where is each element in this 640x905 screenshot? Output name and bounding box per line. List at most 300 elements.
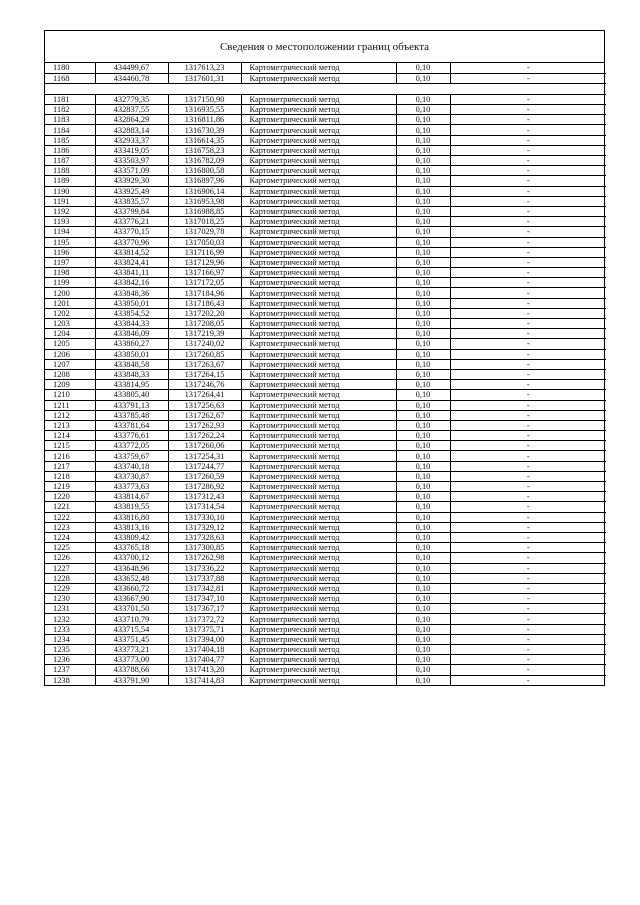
description-cell: -: [450, 471, 606, 481]
x-coordinate-cell: 433772,05: [95, 441, 168, 451]
description-cell: -: [450, 634, 606, 644]
table-row: [45, 176, 606, 186]
point-number-cell: 1220: [45, 492, 95, 502]
y-coordinate-cell: 1316811,86: [168, 115, 241, 125]
method-cell: Картометрический метод: [241, 543, 396, 553]
point-number-cell: 1225: [45, 543, 95, 553]
description-cell: -: [450, 217, 606, 227]
description-cell: -: [450, 614, 606, 624]
table-row: [45, 594, 606, 604]
y-coordinate-cell: 1317263,67: [168, 359, 241, 369]
method-cell: Картометрический метод: [241, 308, 396, 318]
method-cell: Картометрический метод: [241, 583, 396, 593]
precision-cell: 0,10: [396, 349, 450, 359]
precision-cell: 0,10: [396, 176, 450, 186]
x-coordinate-cell: 432837,55: [95, 105, 168, 115]
x-coordinate-cell: 434460,78: [95, 73, 168, 83]
table-row: [45, 410, 606, 420]
x-coordinate-cell: 433776,21: [95, 217, 168, 227]
table-row: [45, 217, 606, 227]
point-number-cell: 1229: [45, 583, 95, 593]
description-cell: -: [450, 482, 606, 492]
precision-cell: 0,10: [396, 431, 450, 441]
point-number-cell: 1209: [45, 380, 95, 390]
description-cell: -: [450, 63, 606, 73]
method-cell: Картометрический метод: [241, 298, 396, 308]
x-coordinate-cell: 433652,48: [95, 573, 168, 583]
x-coordinate-cell: 433813,16: [95, 522, 168, 532]
x-coordinate-cell: 433740,18: [95, 461, 168, 471]
description-cell: -: [450, 461, 606, 471]
method-cell: Картометрический метод: [241, 73, 396, 83]
description-cell: -: [450, 268, 606, 278]
method-cell: Картометрический метод: [241, 319, 396, 329]
y-coordinate-cell: 1317375,71: [168, 624, 241, 634]
y-coordinate-cell: 1317018,25: [168, 217, 241, 227]
table-row: [45, 390, 606, 400]
description-cell: -: [450, 135, 606, 145]
method-cell: Картометрический метод: [241, 431, 396, 441]
description-cell: -: [450, 441, 606, 451]
precision-cell: 0,10: [396, 614, 450, 624]
y-coordinate-cell: 1317336,22: [168, 563, 241, 573]
table-row: [45, 471, 606, 481]
y-coordinate-cell: 1317300,85: [168, 543, 241, 553]
method-cell: Картометрический метод: [241, 634, 396, 644]
method-cell: Картометрический метод: [241, 288, 396, 298]
method-cell: Картометрический метод: [241, 247, 396, 257]
point-number-cell: 1217: [45, 461, 95, 471]
table-row: [45, 665, 606, 675]
x-coordinate-cell: 433710,79: [95, 614, 168, 624]
table-row: [45, 369, 606, 379]
point-number-cell: 1218: [45, 471, 95, 481]
point-number-cell: 1207: [45, 359, 95, 369]
table-row: [45, 196, 606, 206]
table-row: [45, 339, 606, 349]
method-cell: Картометрический метод: [241, 665, 396, 675]
precision-cell: 0,10: [396, 135, 450, 145]
table-row: [45, 675, 606, 685]
table-row: [45, 482, 606, 492]
table-row: [45, 268, 606, 278]
y-coordinate-cell: 1317029,78: [168, 227, 241, 237]
method-cell: Картометрический метод: [241, 105, 396, 115]
table-row: [45, 115, 606, 125]
x-coordinate-cell: 433571,09: [95, 166, 168, 176]
precision-cell: 0,10: [396, 196, 450, 206]
y-coordinate-cell: 1317314,54: [168, 502, 241, 512]
description-cell: -: [450, 115, 606, 125]
y-coordinate-cell: 1316988,85: [168, 206, 241, 216]
y-coordinate-cell: 1316953,98: [168, 196, 241, 206]
x-coordinate-cell: 433850,01: [95, 349, 168, 359]
precision-cell: 0,10: [396, 217, 450, 227]
description-cell: -: [450, 655, 606, 665]
description-cell: -: [450, 492, 606, 502]
y-coordinate-cell: 1317129,96: [168, 257, 241, 267]
precision-cell: 0,10: [396, 400, 450, 410]
method-cell: Картометрический метод: [241, 176, 396, 186]
point-number-cell: 1193: [45, 217, 95, 227]
x-coordinate-cell: 433667,90: [95, 594, 168, 604]
method-cell: Картометрический метод: [241, 329, 396, 339]
table-row: [45, 125, 606, 135]
x-coordinate-cell: 433770,15: [95, 227, 168, 237]
point-number-cell: 1206: [45, 349, 95, 359]
point-number-cell: 1204: [45, 329, 95, 339]
method-cell: Картометрический метод: [241, 380, 396, 390]
description-cell: -: [450, 227, 606, 237]
description-cell: -: [450, 349, 606, 359]
table-row: [45, 502, 606, 512]
method-cell: Картометрический метод: [241, 186, 396, 196]
precision-cell: 0,10: [396, 532, 450, 542]
precision-cell: 0,10: [396, 278, 450, 288]
description-cell: -: [450, 573, 606, 583]
method-cell: Картометрический метод: [241, 502, 396, 512]
point-number-cell: 1181: [45, 94, 95, 104]
precision-cell: 0,10: [396, 604, 450, 614]
method-cell: Картометрический метод: [241, 604, 396, 614]
precision-cell: 0,10: [396, 329, 450, 339]
precision-cell: 0,10: [396, 573, 450, 583]
table-row: [45, 624, 606, 634]
y-coordinate-cell: 1317330,10: [168, 512, 241, 522]
table-row: [45, 583, 606, 593]
method-cell: Картометрический метод: [241, 675, 396, 685]
description-cell: -: [450, 512, 606, 522]
point-number-cell: 1226: [45, 553, 95, 563]
table-row: [45, 461, 606, 471]
x-coordinate-cell: 434499,67: [95, 63, 168, 73]
method-cell: Картометрический метод: [241, 156, 396, 166]
x-coordinate-cell: 433773,00: [95, 655, 168, 665]
point-number-cell: 1196: [45, 247, 95, 257]
description-cell: -: [450, 257, 606, 267]
x-coordinate-cell: 433844,33: [95, 319, 168, 329]
description-cell: -: [450, 583, 606, 593]
x-coordinate-cell: 433816,80: [95, 512, 168, 522]
point-number-cell: 1200: [45, 288, 95, 298]
y-coordinate-cell: 1316935,55: [168, 105, 241, 115]
y-coordinate-cell: 1316782,09: [168, 156, 241, 166]
method-cell: Картометрический метод: [241, 196, 396, 206]
description-cell: -: [450, 298, 606, 308]
description-cell: -: [450, 594, 606, 604]
x-coordinate-cell: 433773,63: [95, 482, 168, 492]
separator-cell: [45, 83, 606, 94]
x-coordinate-cell: 433785,48: [95, 410, 168, 420]
point-number-cell: 1186: [45, 145, 95, 155]
y-coordinate-cell: 1317264,41: [168, 390, 241, 400]
table-row: [45, 186, 606, 196]
point-number-cell: 1214: [45, 431, 95, 441]
x-coordinate-cell: 433791,13: [95, 400, 168, 410]
table-row: [45, 512, 606, 522]
x-coordinate-cell: 433700,12: [95, 553, 168, 563]
x-coordinate-cell: 433776,61: [95, 431, 168, 441]
precision-cell: 0,10: [396, 115, 450, 125]
table-row: [45, 73, 606, 83]
method-cell: Картометрический метод: [241, 645, 396, 655]
x-coordinate-cell: 433805,40: [95, 390, 168, 400]
description-cell: -: [450, 420, 606, 430]
table-row: [45, 94, 606, 104]
method-cell: Картометрический метод: [241, 166, 396, 176]
table-row: [45, 227, 606, 237]
y-coordinate-cell: 1317219,39: [168, 329, 241, 339]
description-cell: -: [450, 176, 606, 186]
x-coordinate-cell: 433648,96: [95, 563, 168, 573]
description-cell: -: [450, 105, 606, 115]
precision-cell: 0,10: [396, 156, 450, 166]
point-number-cell: 1231: [45, 604, 95, 614]
method-cell: Картометрический метод: [241, 369, 396, 379]
method-cell: Картометрический метод: [241, 227, 396, 237]
table-row: [45, 63, 606, 73]
x-coordinate-cell: 433419,05: [95, 145, 168, 155]
table-row: [45, 166, 606, 176]
point-number-cell: 1191: [45, 196, 95, 206]
description-cell: -: [450, 410, 606, 420]
precision-cell: 0,10: [396, 655, 450, 665]
y-coordinate-cell: 1317184,96: [168, 288, 241, 298]
coordinates-table: [45, 63, 606, 685]
precision-cell: 0,10: [396, 298, 450, 308]
precision-cell: 0,10: [396, 380, 450, 390]
y-coordinate-cell: 1317328,63: [168, 532, 241, 542]
y-coordinate-cell: 1316906,14: [168, 186, 241, 196]
precision-cell: 0,10: [396, 441, 450, 451]
x-coordinate-cell: 433781,64: [95, 420, 168, 430]
description-cell: -: [450, 451, 606, 461]
description-cell: -: [450, 400, 606, 410]
precision-cell: 0,10: [396, 594, 450, 604]
precision-cell: 0,10: [396, 563, 450, 573]
x-coordinate-cell: 433503,97: [95, 156, 168, 166]
point-number-cell: 1234: [45, 634, 95, 644]
table-row: [45, 257, 606, 267]
y-coordinate-cell: 1317414,83: [168, 675, 241, 685]
y-coordinate-cell: 1317264,15: [168, 369, 241, 379]
y-coordinate-cell: 1317367,17: [168, 604, 241, 614]
y-coordinate-cell: 1316800,58: [168, 166, 241, 176]
table-row: [45, 288, 606, 298]
table-row: [45, 349, 606, 359]
description-cell: -: [450, 288, 606, 298]
method-cell: Картометрический метод: [241, 532, 396, 542]
table-row: [45, 563, 606, 573]
description-cell: -: [450, 186, 606, 196]
precision-cell: 0,10: [396, 268, 450, 278]
y-coordinate-cell: 1316614,35: [168, 135, 241, 145]
precision-cell: 0,10: [396, 247, 450, 257]
point-number-cell: 1192: [45, 206, 95, 216]
point-number-cell: 1224: [45, 532, 95, 542]
x-coordinate-cell: 433730,87: [95, 471, 168, 481]
precision-cell: 0,10: [396, 186, 450, 196]
method-cell: Картометрический метод: [241, 400, 396, 410]
x-coordinate-cell: 433770,96: [95, 237, 168, 247]
table-row: [45, 278, 606, 288]
y-coordinate-cell: 1317116,99: [168, 247, 241, 257]
table-row: [45, 329, 606, 339]
precision-cell: 0,10: [396, 522, 450, 532]
x-coordinate-cell: 433788,66: [95, 665, 168, 675]
description-cell: -: [450, 532, 606, 542]
y-coordinate-cell: 1317329,12: [168, 522, 241, 532]
method-cell: Картометрический метод: [241, 482, 396, 492]
y-coordinate-cell: 1317404,77: [168, 655, 241, 665]
y-coordinate-cell: 1317150,90: [168, 94, 241, 104]
precision-cell: 0,10: [396, 237, 450, 247]
x-coordinate-cell: 433791,90: [95, 675, 168, 685]
x-coordinate-cell: 433842,16: [95, 278, 168, 288]
y-coordinate-cell: 1317186,43: [168, 298, 241, 308]
point-number-cell: 1203: [45, 319, 95, 329]
description-cell: -: [450, 543, 606, 553]
precision-cell: 0,10: [396, 63, 450, 73]
x-coordinate-cell: 433660,72: [95, 583, 168, 593]
method-cell: Картометрический метод: [241, 522, 396, 532]
y-coordinate-cell: 1317613,23: [168, 63, 241, 73]
y-coordinate-cell: 1317172,05: [168, 278, 241, 288]
point-number-cell: 1212: [45, 410, 95, 420]
precision-cell: 0,10: [396, 461, 450, 471]
point-number-cell: 1232: [45, 614, 95, 624]
point-number-cell: 1195: [45, 237, 95, 247]
x-coordinate-cell: 432883,14: [95, 125, 168, 135]
method-cell: Картометрический метод: [241, 359, 396, 369]
precision-cell: 0,10: [396, 624, 450, 634]
description-cell: -: [450, 369, 606, 379]
table-row: [45, 553, 606, 563]
point-number-cell: 1183: [45, 115, 95, 125]
point-number-cell: 1199: [45, 278, 95, 288]
method-cell: Картометрический метод: [241, 115, 396, 125]
precision-cell: 0,10: [396, 502, 450, 512]
table-row: [45, 451, 606, 461]
description-cell: -: [450, 73, 606, 83]
point-number-cell: 1201: [45, 298, 95, 308]
y-coordinate-cell: 1317262,93: [168, 420, 241, 430]
description-cell: -: [450, 319, 606, 329]
method-cell: Картометрический метод: [241, 217, 396, 227]
precision-cell: 0,10: [396, 94, 450, 104]
y-coordinate-cell: 1316897,96: [168, 176, 241, 186]
point-number-cell: 1202: [45, 308, 95, 318]
point-number-cell: 1205: [45, 339, 95, 349]
x-coordinate-cell: 433841,11: [95, 268, 168, 278]
method-cell: Картометрический метод: [241, 257, 396, 267]
table-row: [45, 206, 606, 216]
method-cell: Картометрический метод: [241, 563, 396, 573]
table-row: [45, 604, 606, 614]
point-number-cell: 1182: [45, 105, 95, 115]
precision-cell: 0,10: [396, 206, 450, 216]
precision-cell: 0,10: [396, 482, 450, 492]
x-coordinate-cell: 432933,37: [95, 135, 168, 145]
x-coordinate-cell: 433854,52: [95, 308, 168, 318]
description-cell: -: [450, 247, 606, 257]
description-cell: -: [450, 308, 606, 318]
x-coordinate-cell: 433835,57: [95, 196, 168, 206]
method-cell: Картометрический метод: [241, 410, 396, 420]
point-number-cell: 1208: [45, 369, 95, 379]
y-coordinate-cell: 1317246,76: [168, 380, 241, 390]
method-cell: Картометрический метод: [241, 63, 396, 73]
description-cell: -: [450, 380, 606, 390]
point-number-cell: 1233: [45, 624, 95, 634]
x-coordinate-cell: 433715,54: [95, 624, 168, 634]
y-coordinate-cell: 1317404,18: [168, 645, 241, 655]
precision-cell: 0,10: [396, 451, 450, 461]
y-coordinate-cell: 1317342,81: [168, 583, 241, 593]
point-number-cell: 1237: [45, 665, 95, 675]
precision-cell: 0,10: [396, 410, 450, 420]
point-number-cell: 1216: [45, 451, 95, 461]
precision-cell: 0,10: [396, 645, 450, 655]
precision-cell: 0,10: [396, 583, 450, 593]
precision-cell: 0,10: [396, 308, 450, 318]
point-number-cell: 1187: [45, 156, 95, 166]
x-coordinate-cell: 433860,27: [95, 339, 168, 349]
x-coordinate-cell: 433824,41: [95, 257, 168, 267]
precision-cell: 0,10: [396, 319, 450, 329]
method-cell: Картометрический метод: [241, 553, 396, 563]
method-cell: Картометрический метод: [241, 94, 396, 104]
point-number-cell: 1198: [45, 268, 95, 278]
point-number-cell: 1188: [45, 166, 95, 176]
y-coordinate-cell: 1317312,43: [168, 492, 241, 502]
method-cell: Картометрический метод: [241, 492, 396, 502]
y-coordinate-cell: 1317286,92: [168, 482, 241, 492]
point-number-cell: 1236: [45, 655, 95, 665]
description-cell: -: [450, 145, 606, 155]
point-number-cell: 1180: [45, 63, 95, 73]
point-number-cell: 1168: [45, 73, 95, 83]
x-coordinate-cell: 433848,33: [95, 369, 168, 379]
precision-cell: 0,10: [396, 227, 450, 237]
point-number-cell: 1211: [45, 400, 95, 410]
table-row: [45, 237, 606, 247]
table-row: [45, 634, 606, 644]
point-number-cell: 1223: [45, 522, 95, 532]
description-cell: -: [450, 390, 606, 400]
y-coordinate-cell: 1317601,31: [168, 73, 241, 83]
table-row: [45, 492, 606, 502]
point-number-cell: 1213: [45, 420, 95, 430]
point-number-cell: 1197: [45, 257, 95, 267]
method-cell: Картометрический метод: [241, 206, 396, 216]
description-cell: -: [450, 522, 606, 532]
precision-cell: 0,10: [396, 339, 450, 349]
y-coordinate-cell: 1317202,20: [168, 308, 241, 318]
coordinates-rows: [45, 63, 606, 685]
method-cell: Картометрический метод: [241, 461, 396, 471]
y-coordinate-cell: 1317240,02: [168, 339, 241, 349]
y-coordinate-cell: 1317244,77: [168, 461, 241, 471]
x-coordinate-cell: 433846,09: [95, 329, 168, 339]
x-coordinate-cell: 433765,18: [95, 543, 168, 553]
x-coordinate-cell: 433773,21: [95, 645, 168, 655]
method-cell: Картометрический метод: [241, 441, 396, 451]
coordinates-sheet: [44, 30, 605, 686]
x-coordinate-cell: 433848,58: [95, 359, 168, 369]
x-coordinate-cell: 433850,01: [95, 298, 168, 308]
x-coordinate-cell: 433809,42: [95, 532, 168, 542]
